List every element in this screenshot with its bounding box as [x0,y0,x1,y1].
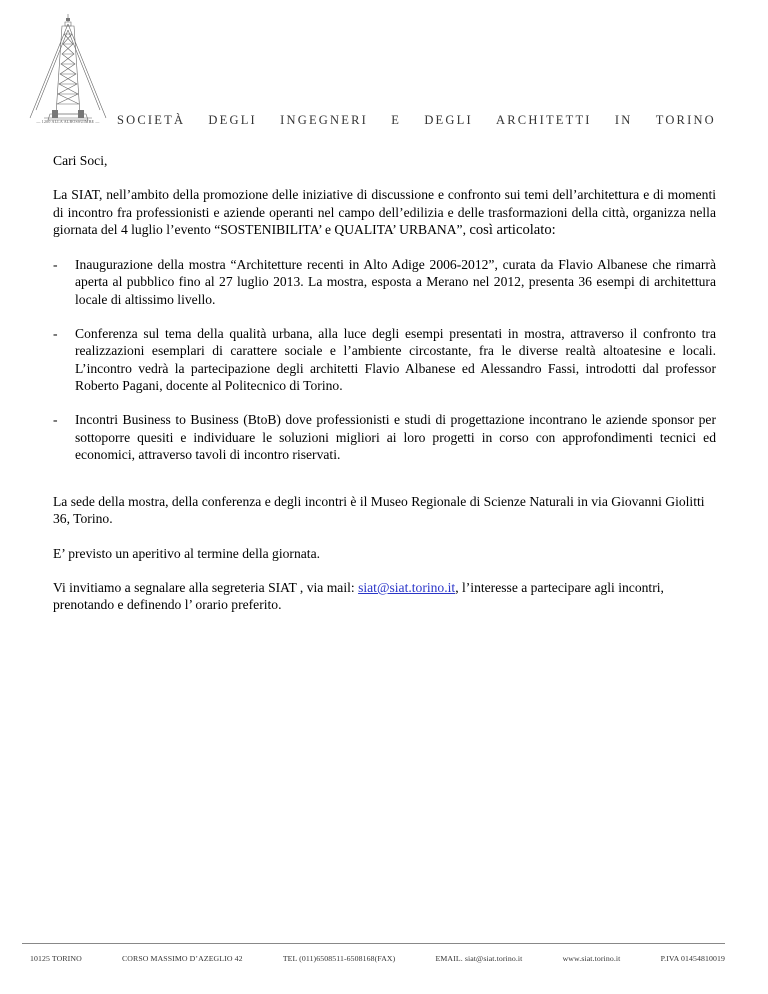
intro-main: La SIAT, nell’ambito della promozione delle iniziative di discussione e confronto sui temi dell’architettura e di momenti di incontro fra professionisti e aziende operanti nel campo dell’edilizia e delle trasformazioni della città, organizza nella giornata del 4 luglio l’evento “SOSTENIBILITA’ e QUALITA’ URBANA”, [53,187,716,237]
invite-text-after: , l’interesse a partecipare agli incontri, prenotando e definendo l’ orario preferito. [53,580,664,613]
event-list [53,256,716,463]
letterhead-word: DEGLI [424,113,473,127]
list-item [53,411,716,463]
letterhead-title [117,113,716,128]
letterhead-word: IN [614,113,633,127]
letterhead-word: INGEGNERI [280,113,368,127]
aperitivo-paragraph: E’ previsto un aperitivo al termine della giornata. [53,545,320,561]
greeting: Cari Soci, [53,153,108,168]
bullet-dash: - [53,326,58,342]
letterhead-word: TORINO [655,113,716,127]
list-item-text: Conferenza sul tema della qualità urbana, alla luce degli esempi presentati in mostra, attraverso il confronto tra realizzazioni esemplari di carattere sociale e l’ambiente circostante, fra le diverse realtà altoatesine e locali. L’incontro vedrà la partecipazione degli architetti Flavio Albanese ed Alessandro Fassi, introdotti dal professor Roberto Pagani, docente al Politecnico di Torino. [75,326,716,393]
invite-text-before: Vi invitiamo a segnalare alla segreteria SIAT , via mail: [53,580,359,596]
invite-paragraph [53,579,716,614]
list-item-text: Incontri Business to Business (BtoB) dove professionisti e studi di progettazione incontrano le aziende sponsor per sottoporre quesiti e individuare le soluzioni migliori ai loro progetti in corso con approfondimenti tecnici ed economici, attraverso tavoli di incontro riservati. [75,412,716,462]
letterhead-word: DEGLI [208,113,257,127]
list-item-text: Inaugurazione della mostra “Architetture recenti in Alto Adige 2006-2012”, curata da Flavio Albanese che rimarrà aperta al pubblico fino al 27 luglio 2013. La mostra, esposta a Merano nel 2012, presenta 36 esempi di architettura locale di altissimo livello. [75,257,716,307]
siat-logo [22,10,114,128]
footer-email: EMAIL. siat@siat.torino.it [435,954,523,963]
letterhead-word: SOCIETÀ [117,113,186,127]
venue-paragraph: La sede della mostra, della conferenza e degli incontri è il Museo Regionale di Scienze Naturali in via Giovanni Giolitti 36, Torino. [53,494,705,527]
footer-city: 10125 TORINO [30,954,82,963]
list-item [53,256,716,308]
email-link[interactable]: siat@siat.torino.it [358,580,456,596]
bullet-dash: - [53,257,58,273]
footer [30,954,725,963]
letterhead-word: E [391,113,402,127]
footer-website: www.siat.torino.it [562,954,621,963]
logo-caption: — 1200 ALLA ALBOSSUIMBE — [36,119,100,124]
intro-paragraph [53,186,716,239]
footer-vat: P.IVA 01454810019 [660,954,725,963]
letterhead-word: ARCHITETTI [496,113,592,127]
intro-tail: così articolato: [469,221,556,238]
footer-divider [22,943,725,944]
footer-address: CORSO MASSIMO D’AZEGLIO 42 [121,954,243,963]
letter-body [53,152,716,631]
footer-phone: TEL (011)6508511-6508168(FAX) [282,954,396,963]
list-item [53,325,716,394]
bullet-dash: - [53,412,58,428]
